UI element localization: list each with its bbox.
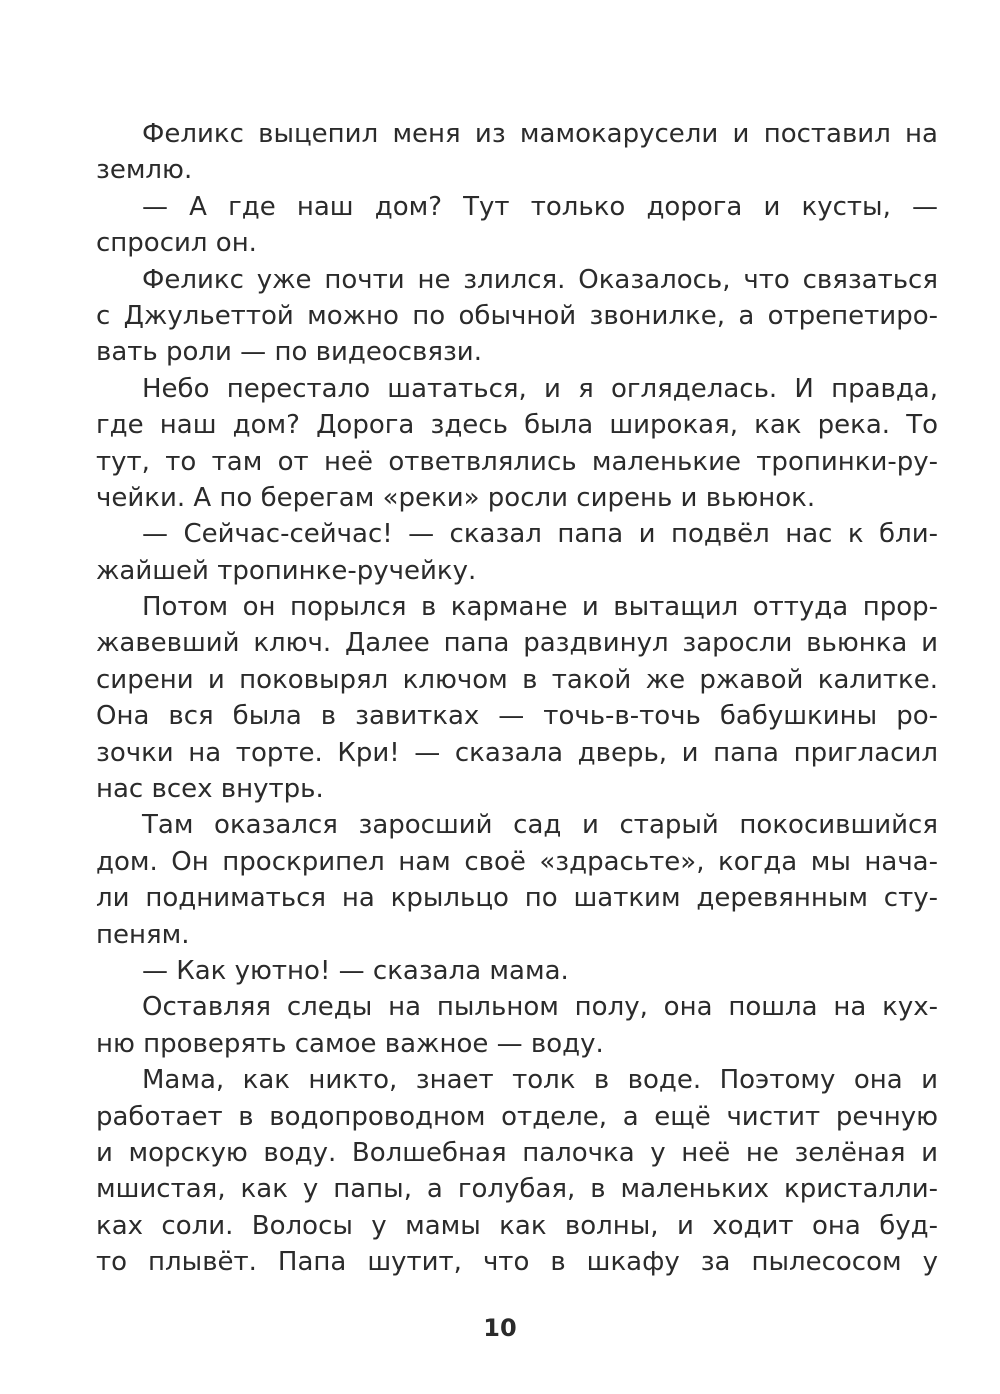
- text-line: тут, то там от неё ответвлялись маленькие тропинки-ру-: [96, 446, 938, 477]
- text-line: Небо перестало шататься, и я огляделась. И правда,: [142, 373, 938, 404]
- text-line: — Сейчас-сейчас! — сказал папа и подвёл нас к бли-: [142, 519, 938, 550]
- text-line: жавевший ключ. Далее папа раздвинул заросли вьюнка и: [96, 628, 938, 659]
- page-number: 10: [483, 1314, 517, 1342]
- text-line: Мама, как никто, знает толк в воде. Поэтому она и: [142, 1065, 938, 1096]
- text-line: спросил он.: [96, 228, 257, 259]
- text-line: землю.: [96, 155, 193, 186]
- text-line: жайшей тропинке-ручейку.: [96, 555, 477, 586]
- text-line: нас всех внутрь.: [96, 774, 324, 805]
- text-line: дом. Он проскрипел нам своё «здрасьте», когда мы нача-: [96, 846, 938, 877]
- text-line: сирени и поковырял ключом в такой же ржавой калитке.: [96, 664, 938, 695]
- text-line: чейки. А по берегам «реки» росли сирень и вьюнок.: [96, 482, 816, 513]
- text-line: Оставляя следы на пыльном полу, она пошла на кух-: [142, 992, 938, 1023]
- text-line: с Джульеттой можно по обычной звонилке, а отрепетиро-: [96, 300, 938, 331]
- text-line: ли подниматься на крыльцо по шатким деревянным сту-: [96, 883, 938, 914]
- text-line: ню проверять самое важное — воду.: [96, 1028, 604, 1059]
- text-line: Там оказался заросший сад и старый покосившийся: [142, 810, 938, 841]
- text-line: зочки на торте. Кри! — сказала дверь, и папа пригласил: [96, 737, 938, 768]
- text-line: мшистая, как у папы, а голубая, в маленьких кристалли-: [96, 1174, 938, 1205]
- text-line: пеням.: [96, 919, 190, 950]
- text-line: работает в водопроводном отделе, а ещё чистит речную: [96, 1101, 938, 1132]
- text-line: Феликс уже почти не злился. Оказалось, что связаться: [142, 264, 938, 295]
- text-line: — А где наш дом? Тут только дорога и кусты, —: [142, 191, 938, 222]
- text-line: Она вся была в завитках — точь-в-точь бабушкины ро-: [96, 701, 938, 732]
- text-line: Потом он порылся в кармане и вытащил оттуда прор-: [142, 592, 938, 623]
- text-line: где наш дом? Дорога здесь была широкая, как река. То: [96, 410, 938, 441]
- page-text: [96, 116, 938, 1281]
- text-line: и морскую воду. Волшебная палочка у неё не зелёная и: [96, 1137, 938, 1168]
- text-line: ках соли. Волосы у мамы как волны, и ходит она буд-: [96, 1210, 938, 1241]
- text-line: Феликс выцепил меня из мамокарусели и поставил на: [142, 119, 938, 149]
- text-line: то плывёт. Папа шутит, что в шкафу за пылесосом у: [96, 1247, 938, 1278]
- text-line: вать роли — по видеосвязи.: [96, 337, 482, 368]
- text-line: — Как уютно! — сказала мама.: [142, 955, 569, 986]
